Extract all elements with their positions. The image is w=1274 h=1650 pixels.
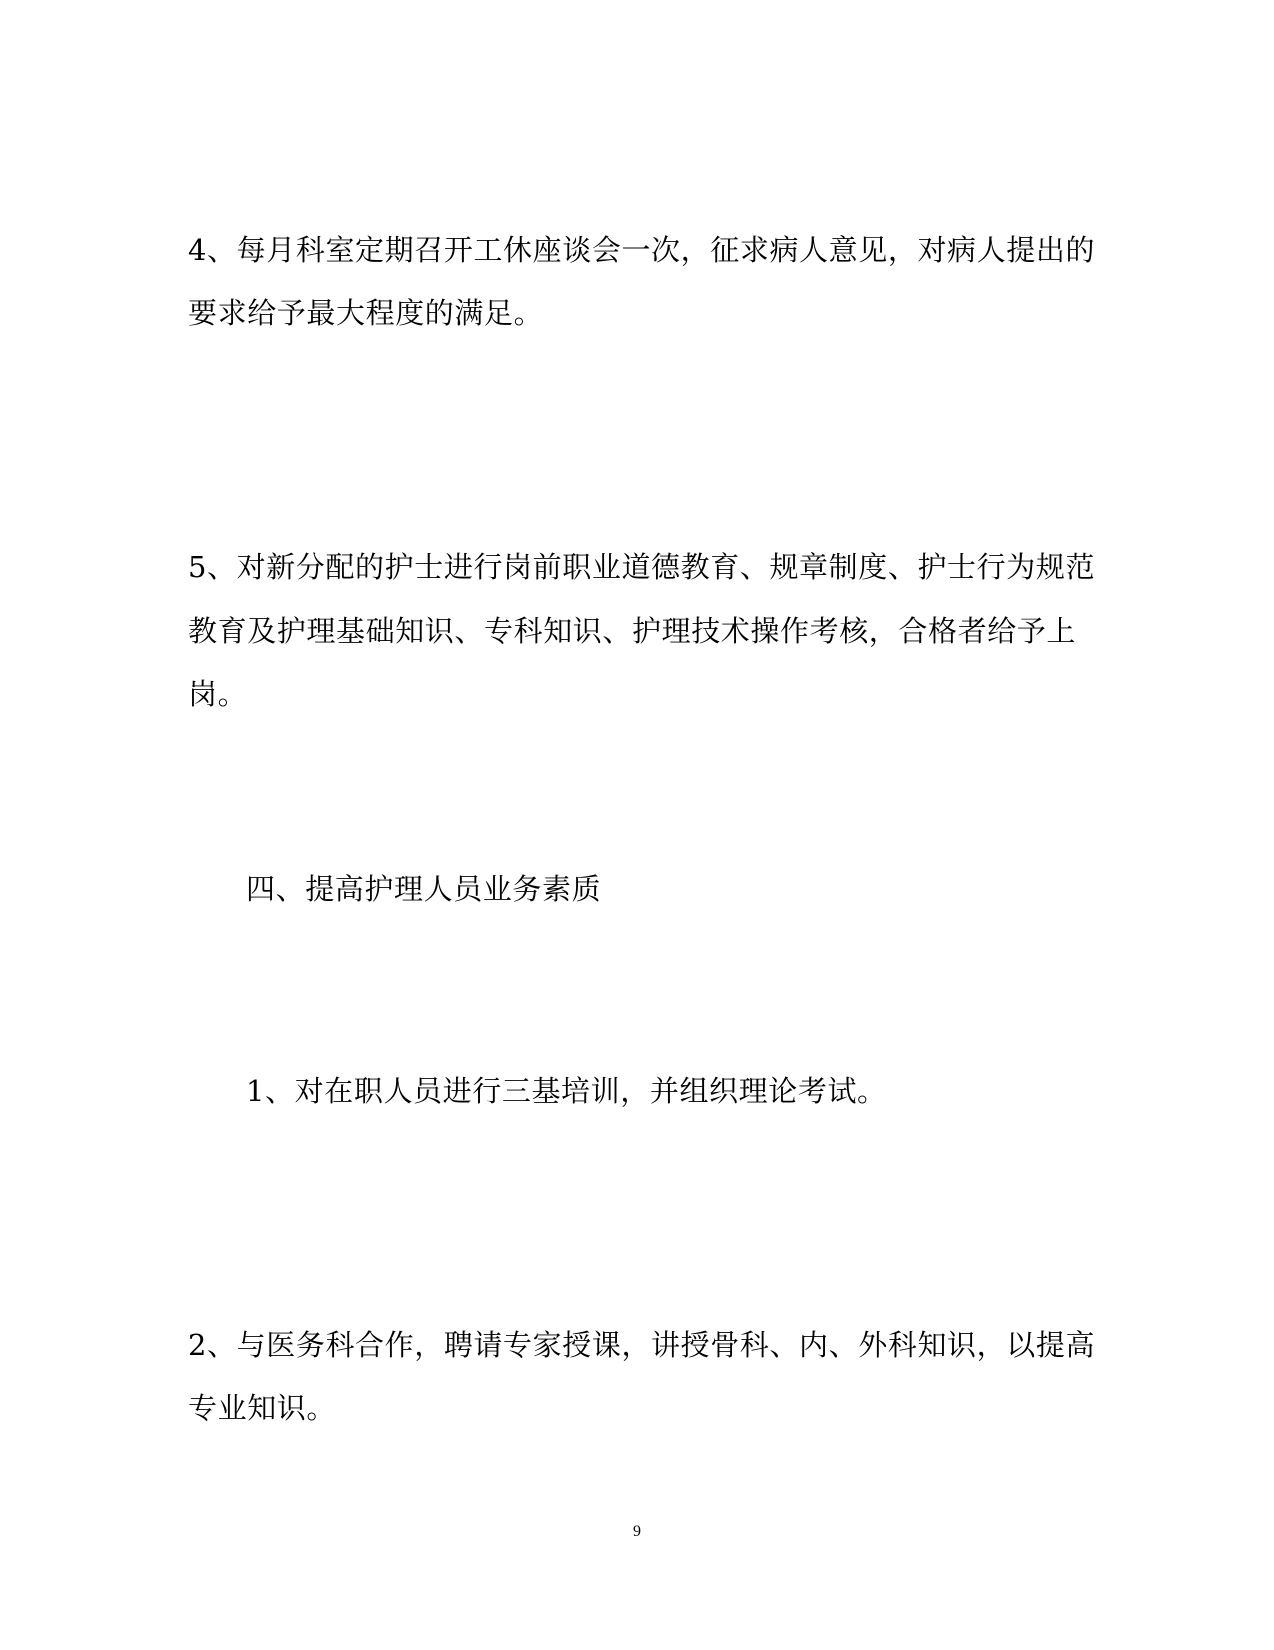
page-number: 9 bbox=[633, 1523, 641, 1540]
paragraph-line: 5、对新分配的护士进行岗前职业道德教育、规章制度、护士行为规范 bbox=[188, 550, 1096, 584]
paragraph-line: 岗。 bbox=[188, 677, 248, 711]
paragraph-line: 要求给予最大程度的满足。 bbox=[188, 296, 544, 330]
section-heading-text: 四、提高护理人员业务素质 bbox=[246, 872, 602, 906]
paragraph-line: 教育及护理基础知识、专科知识、护理技术操作考核，合格者给予上 bbox=[188, 614, 1077, 648]
paragraph-line: 专业知识。 bbox=[188, 1391, 337, 1425]
paragraph-line: 1、对在职人员进行三基培训，并组织理论考试。 bbox=[246, 1074, 887, 1108]
paragraph-line: 4、每月科室定期召开工休座谈会一次，征求病人意见，对病人提出的 bbox=[188, 233, 1096, 267]
paragraph-line: 2、与医务科合作，聘请专家授课，讲授骨科、内、外科知识，以提高 bbox=[188, 1328, 1096, 1362]
